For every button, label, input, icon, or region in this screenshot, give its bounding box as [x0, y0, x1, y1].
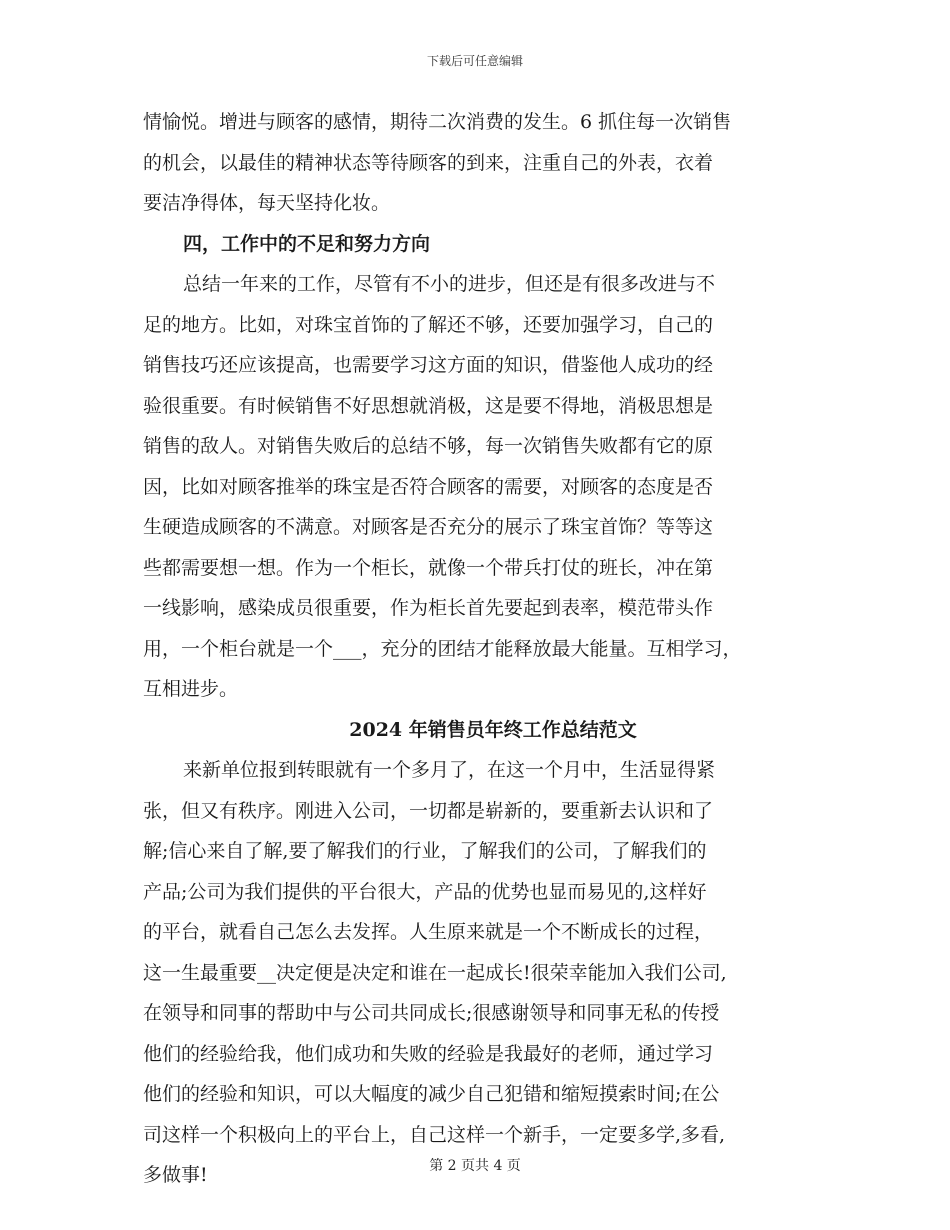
paragraph-line: 他们的经验和知识，可以大幅度的减少自己犯错和缩短摸索时间;在公: [143, 1083, 720, 1105]
paragraph-line: 销售的敌人。对销售失败后的总结不够，每一次销售失败都有它的原: [143, 435, 714, 457]
paragraph-line: 解;信心来自了解,要了解我们的行业，了解我们的公司，了解我们的: [143, 840, 707, 862]
paragraph-line: 一线影响，感染成员很重要，作为柜长首先要起到表率，模范带头作: [143, 597, 714, 619]
paragraph-line: 情愉悦。增进与顾客的感情，期待二次消费的发生。6 抓住每一次销售: [143, 111, 732, 133]
paragraph-line: 销售技巧还应该提高，也需要学习这方面的知识，借鉴他人成功的经: [143, 354, 714, 376]
paragraph-line: 总结一年来的工作，尽管有不小的进步，但还是有很多改进与不: [183, 273, 716, 295]
paragraph-line: 的机会，以最佳的精神状态等待顾客的到来，注重自己的外表，衣着: [143, 151, 714, 174]
page-number: 第 2 页共 4 页: [429, 1158, 521, 1174]
paragraph-line: 他们的经验给我，他们成功和失败的经验是我最好的老师，通过学习: [143, 1042, 714, 1065]
paragraph-line: 的平台，就看自己怎么去发挥。人生原来就是一个不断成长的过程，: [143, 921, 714, 943]
paragraph-line: 在领导和同事的帮助中与公司共同成长;很感谢领导和同事无私的传授: [143, 1002, 720, 1024]
paragraph-line: 来新单位报到转眼就有一个多月了，在这一个月中，生活显得紧: [183, 759, 716, 781]
paragraph-line: 生硬造成顾客的不满意。对顾客是否充分的展示了珠宝首饰？等等这: [143, 516, 714, 538]
paragraph-line: 互相进步。: [143, 678, 239, 700]
paragraph-line: 司这样一个积极向上的平台上，自己这样一个新手，一定要多学,多看,: [143, 1123, 726, 1146]
paragraph-line: 验很重要。有时候销售不好思想就消极，这是要不得地，消极思想是: [143, 394, 714, 417]
paragraph-line: 足的地方。比如，对珠宝首饰的了解还不够，还要加强学习，自己的: [143, 313, 714, 336]
paragraph-line: 因，比如对顾客推举的珠宝是否符合顾客的需要，对顾客的态度是否: [143, 475, 714, 498]
paragraph-line: 用，一个柜台就是一个___，充分的团结才能释放最大能量。互相学习，: [143, 637, 742, 660]
paragraph-line: 要洁净得体，每天坚持化妆。: [143, 192, 391, 214]
paragraph-line: 些都需要想一想。作为一个柜长，就像一个带兵打仗的班长，冲在第: [143, 556, 714, 579]
paragraph-line: 这一生最重要__决定便是决定和谁在一起成长!很荣幸能加入我们公司,: [143, 961, 727, 984]
paragraph-line: 张，但又有秩序。刚进入公司，一切都是崭新的，要重新去认识和了: [143, 799, 714, 822]
article-title: 2024 年销售员年终工作总结范文: [349, 718, 637, 741]
document-body: [143, 102, 823, 1196]
page-header: 下载后可任意编辑: [426, 54, 523, 68]
paragraph-line: 多做事!: [143, 1164, 208, 1186]
section-heading: 四，工作中的不足和努力方向: [183, 232, 431, 255]
paragraph-line: 产品;公司为我们提供的平台很大，产品的优势也显而易见的,这样好: [143, 880, 707, 903]
